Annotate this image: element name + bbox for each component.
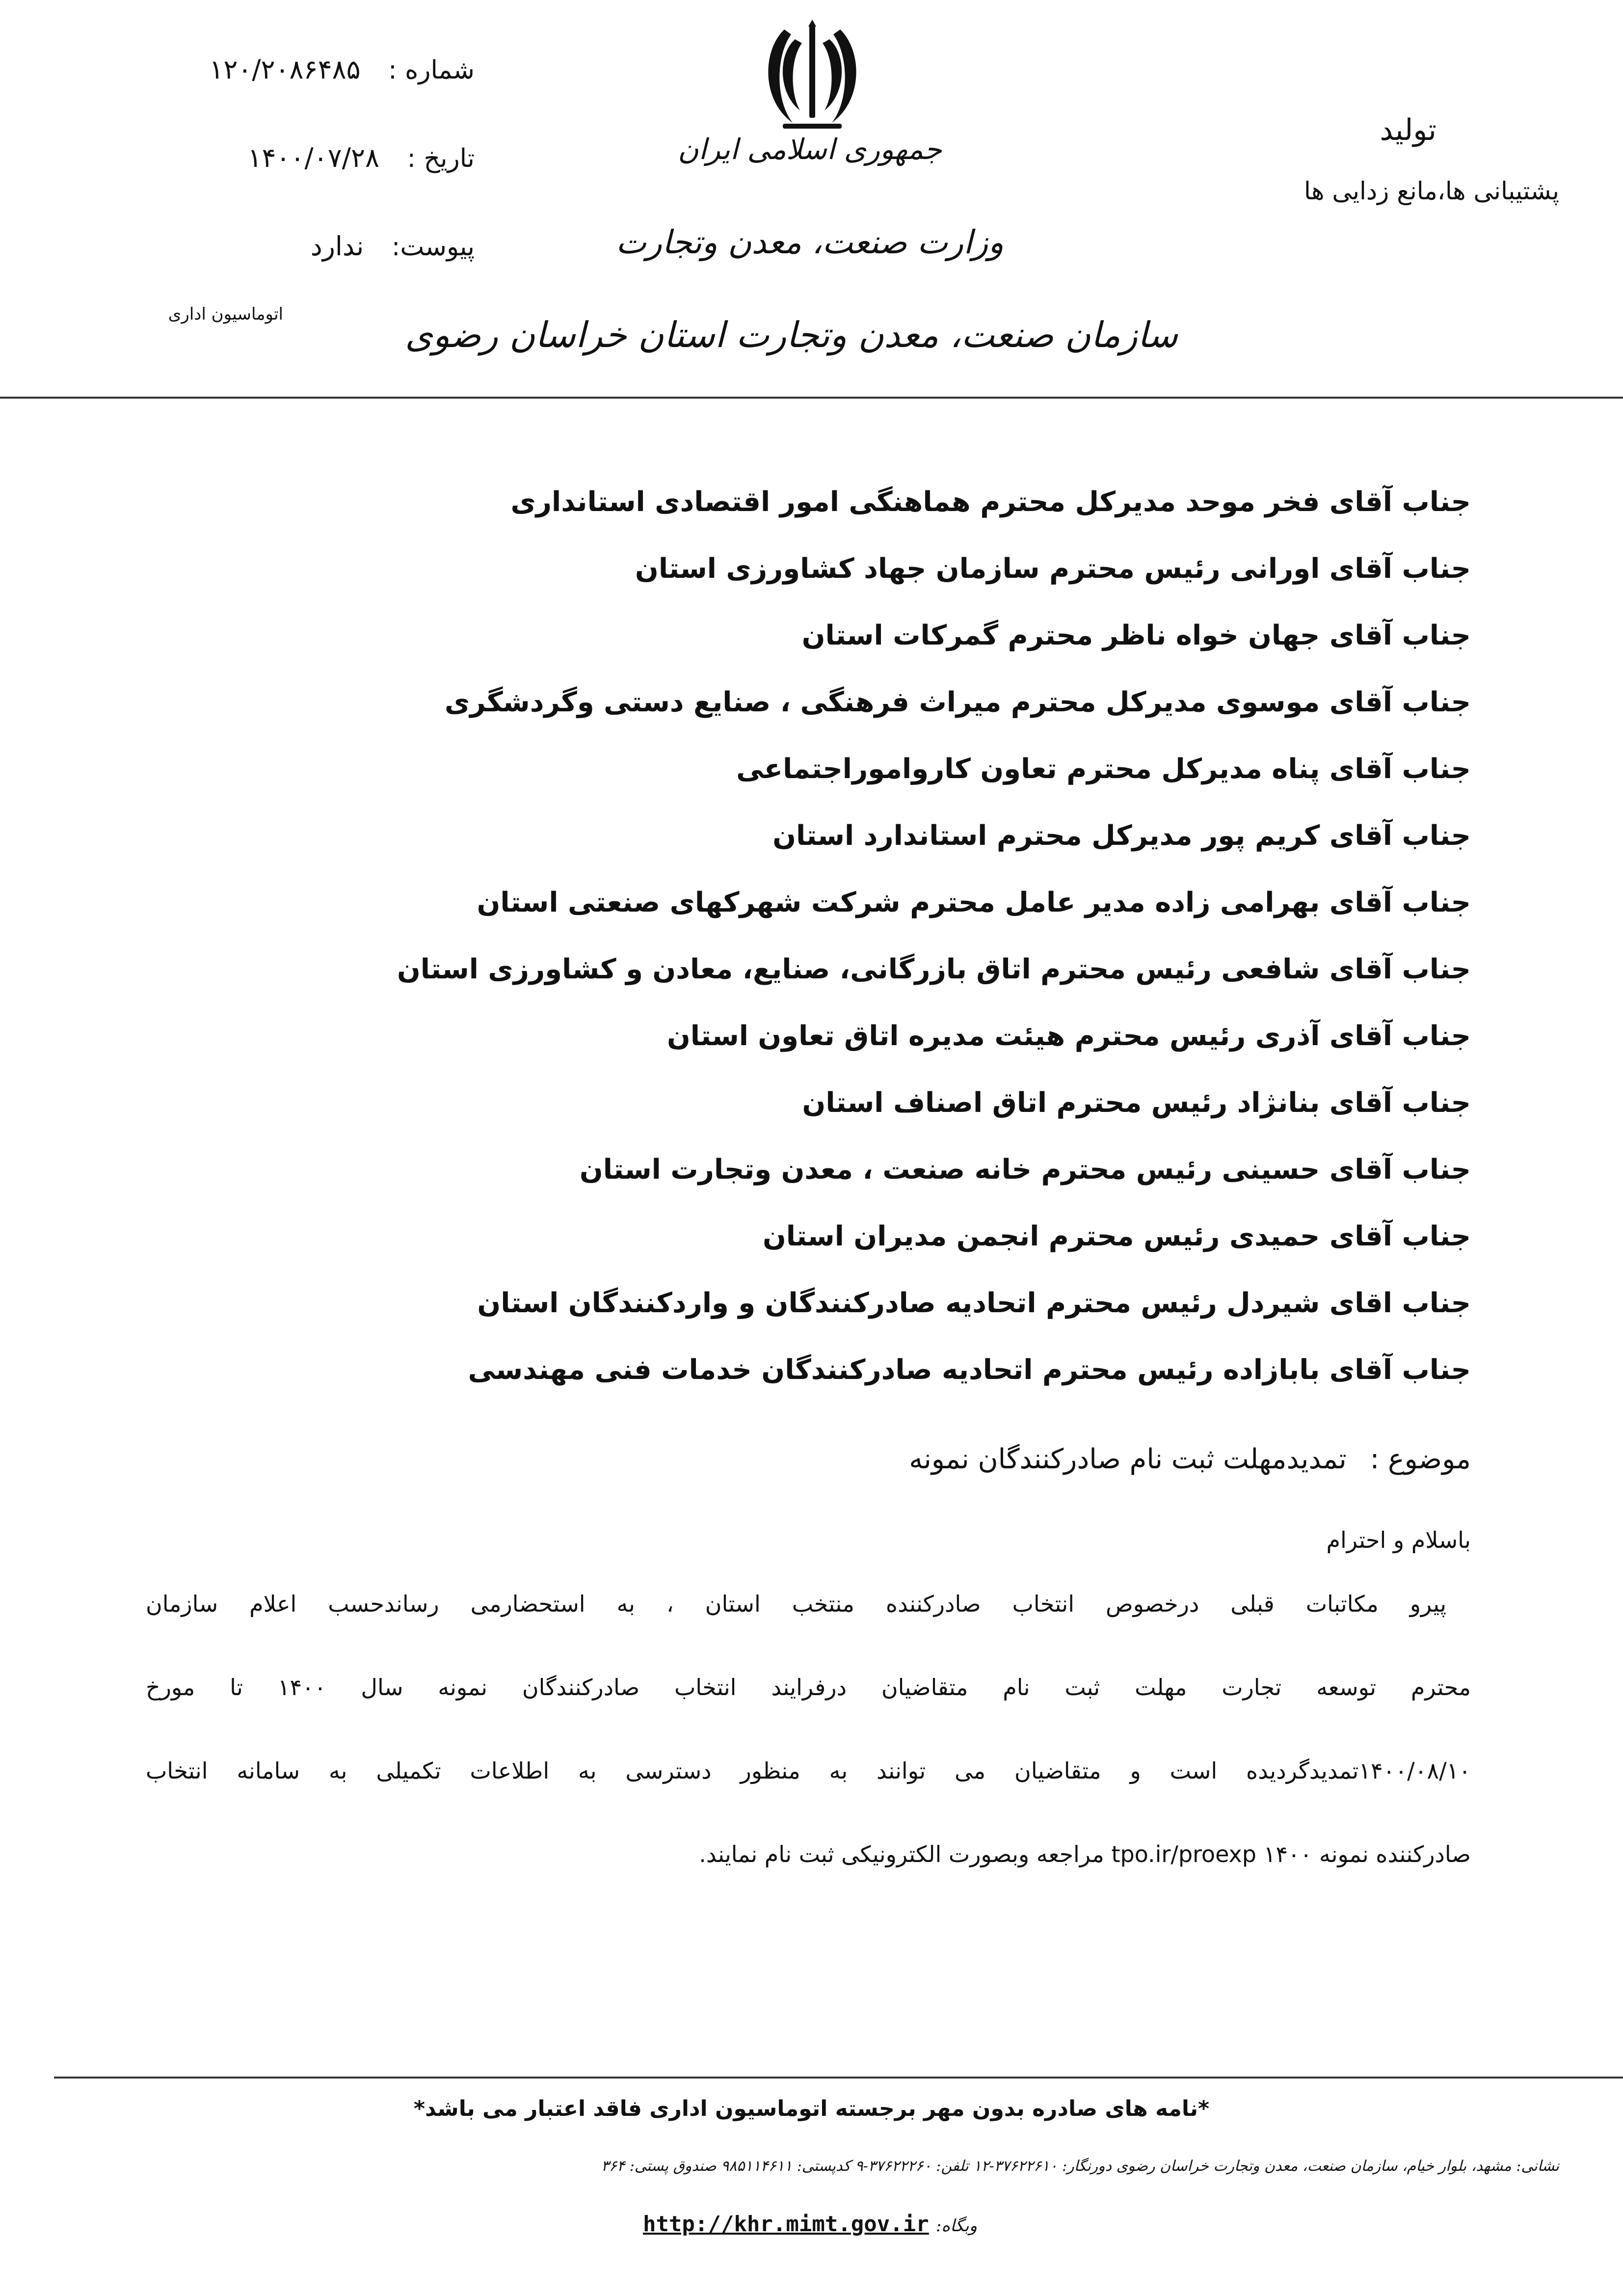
recipient-item: جناب آقای حسینی رئیس محترم خانه صنعت ، معدن وتجارت استان — [579, 1154, 1471, 1186]
letter-date-label: تاریخ : — [407, 144, 475, 173]
website-label: وبگاه: — [935, 2216, 978, 2236]
recipient-item: جناب آقای کریم پور مدیرکل محترم استاندارد استان — [772, 820, 1471, 852]
recipient-item: جناب آقای اورانی رئیس محترم سازمان جهاد کشاورزی استان — [635, 553, 1471, 585]
recipient-item: جناب آقای حمیدی رئیس محترم انجمن مدیران استان — [762, 1220, 1471, 1252]
body-line: صادرکننده نمونه ۱۴۰۰ tpo.ir/proexp مراجعه وبصورت الکترونیکی ثبت نام نمایند. — [699, 1841, 1471, 1867]
header-divider — [0, 397, 1623, 399]
letter-date — [248, 142, 475, 173]
footer-website — [0, 2212, 1623, 2237]
automation-label: اتوماسیون اداری — [168, 304, 283, 324]
body-line: ۱۴۰۰/۰۸/۱۰تمدیدگردیده است و متقاضیان می توانند به منظور دسترسی به اطلاعات تکمیلی به سامانه انتخاب — [146, 1757, 1471, 1784]
letter-greeting: باسلام و احترام — [1326, 1527, 1471, 1553]
letter-number-label: شماره : — [388, 55, 475, 85]
letter-date-value: ۱۴۰۰/۰۷/۲۸ — [247, 142, 379, 173]
recipient-item: جناب آقای موسوی مدیرکل محترم میراث فرهنگی ، صنایع دستی وگردشگری — [444, 686, 1471, 718]
body-line: پیرو مکاتبات قبلی درخصوص انتخاب صادرکننده منتخب استان ، به استحضارمی رساندحسب اعلام سازمان — [146, 1591, 1446, 1617]
body-line: محترم توسعه تجارت مهلت ثبت نام متقاضیان درفرایند انتخاب صادرکنندگان نمونه سال ۱۴۰۰ تا مورخ — [146, 1674, 1471, 1701]
letter-attachment — [311, 231, 475, 262]
letter-number — [209, 54, 475, 85]
recipient-list — [146, 469, 1471, 1404]
subject-label: موضوع : — [1370, 1443, 1471, 1475]
recipient-item: جناب آقای بنانژاد رئیس محترم اتاق اصناف استان — [802, 1087, 1471, 1119]
recipient-item: جناب اقای شیردل رئیس محترم اتحادیه صادرکنندگان و واردکنندگان استان — [477, 1287, 1471, 1319]
recipient-item: جناب آقای جهان خواه ناظر محترم گمرکات استان — [801, 620, 1471, 651]
organization-title: سازمان صنعت، معدن وتجارت استان خراسان رضوی — [405, 314, 1178, 355]
recipient-item: جناب آقای فخر موحد مدیرکل محترم هماهنگی امور اقتصادی استانداری — [510, 486, 1471, 518]
ministry-title: وزارت صنعت، معدن وتجارت — [615, 223, 1004, 261]
recipient-item: جناب آقای بابازاده رئیس محترم اتحادیه صادرکنندگان خدمات فنی مهندسی — [468, 1354, 1471, 1386]
letter-subject — [909, 1443, 1471, 1475]
production-slogan-subtitle: پشتیبانی ها،مانع زدایی ها — [1304, 177, 1559, 205]
website-link[interactable]: http://khr.mimt.gov.ir — [642, 2212, 929, 2237]
attachment-label: پیوست: — [391, 232, 475, 262]
footer-divider — [54, 2077, 1623, 2079]
recipient-item: جناب آقای بهرامی زاده مدیر عامل محترم شرکت شهرکهای صنعتی استان — [477, 887, 1471, 918]
recipient-item: جناب آقای پناه مدیرکل محترم تعاون کارواموراجتماعی — [736, 753, 1471, 785]
republic-title: جمهوری اسلامی ایران — [677, 133, 942, 166]
production-slogan-title: تولید — [1380, 113, 1437, 147]
subject-text: تمدیدمهلت ثبت نام صادرکنندگان نمونه — [909, 1443, 1347, 1475]
footer-address: نشانی: مشهد، بلوار خیام، سازمان صنعت، معدن وتجارت خراسان رضوی دورنگار: ۳۷۶۲۲۶۱۰-۱۲ تلفن: ۳۷۶۲۲۲۶۰-۹ کدپستی: ۹۸۵۱۱۴۶۱۱ صندوق پستی: ۳۶۴ — [601, 2158, 1559, 2175]
letter-number-value: ۱۲۰/۲۰۸۶۴۸۵ — [209, 54, 361, 85]
iran-emblem-icon — [766, 20, 859, 133]
recipient-item: جناب آقای آذری رئیس محترم هیئت مدیره اتاق تعاون استان — [666, 1020, 1471, 1052]
attachment-value: ندارد — [310, 231, 364, 262]
footer-validity-note: *نامه های صادره بدون مهر برجسته اتوماسیون اداری فاقد اعتبار می باشد* — [414, 2096, 1209, 2121]
recipient-item: جناب آقای شافعی رئیس محترم اتاق بازرگانی، صنایع، معادن و کشاورزی استان — [397, 953, 1471, 985]
